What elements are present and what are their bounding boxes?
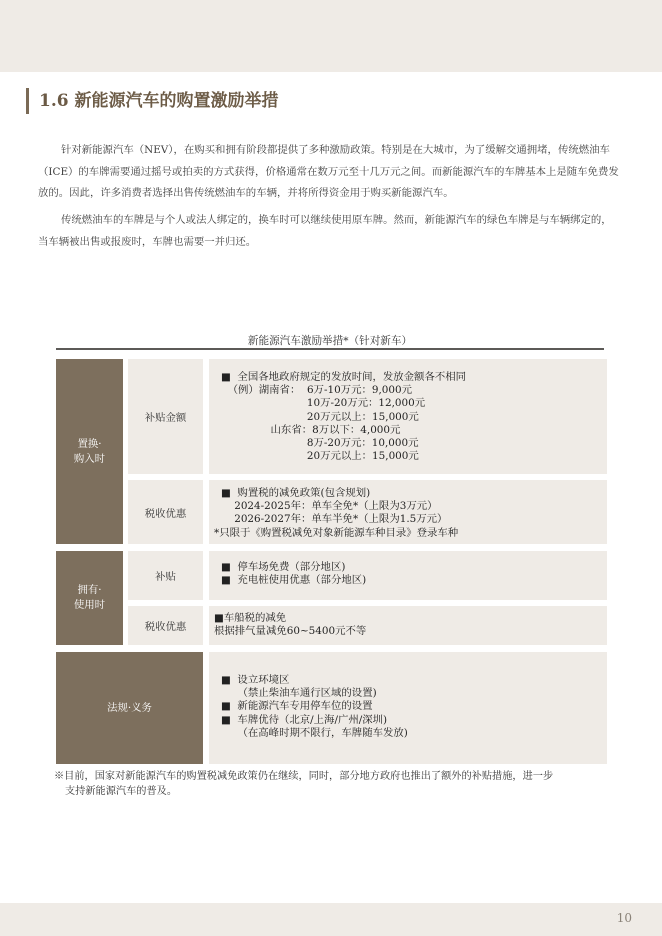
content-line: ■ 新能源汽车专用停车位的设置 — [221, 700, 373, 713]
category-regulation: 法规·义务 — [56, 652, 203, 764]
content-line: 8万-20万元：10,000元 — [221, 437, 419, 450]
content-line: ■ 购置税的减免政策(包含规划) — [221, 487, 371, 499]
content-subsidy — [209, 551, 607, 600]
header-band — [0, 0, 662, 72]
content-line: 2024-2025年：单车全免*（上限为3万元） — [221, 500, 438, 513]
content-line: 10万-20万元：12,000元 — [221, 397, 426, 410]
content-line: 山东省：8万以下：4,000元 — [221, 423, 401, 436]
content-regulation — [209, 652, 607, 764]
content-line: ■车船税的减免 — [214, 612, 287, 624]
paragraph-1-text: 针对新能源汽车（NEV），在购买和拥有阶段都提供了多种激励政策。特别是在大城市，为了缓解交通拥堵，传统燃油车（ICE）的车牌需要通过摇号或拍卖的方式获得，价格通常在数万元至十几万元之间。而新能源汽车的车牌基本上是随车免费发放的。因此，许多消费者选择出售传统燃油车的车辆，并将所得资金用于购买新能源汽车。 — [38, 144, 619, 199]
category-purchase-line1: 置换· — [77, 437, 102, 450]
category-ownership — [56, 551, 123, 645]
content-line: （在高峰时期不限行，车牌随车发放) — [221, 726, 408, 739]
paragraph-2-text: 传统燃油车的车牌是与个人或法人绑定的，换车时可以继续使用原车牌。然而，新能源汽车的绿色车牌是与车辆绑定的，当车辆被出售或报废时，车牌也需要一并归还。 — [38, 214, 612, 248]
category-ownership-line2: 使用时 — [73, 599, 106, 611]
label-subsidy-amount: 补贴金额 — [128, 359, 203, 474]
content-line: ■ 停车场免费（部分地区) — [221, 561, 346, 573]
content-line: 20万元以上：15,000元 — [221, 450, 419, 463]
content-subsidy-amount — [209, 359, 607, 474]
category-purchase — [56, 359, 123, 544]
footnote-line2: 支持新能源汽车的普及。 — [65, 785, 178, 797]
section-title: 1.6 新能源汽车的购置激励举措 — [26, 88, 279, 114]
table-footnote — [54, 770, 614, 799]
content-line: ■ 设立环境区 — [221, 674, 290, 686]
content-line: （例）湖南省： 6万-10万元：9,000元 — [221, 384, 412, 397]
page-number: 10 — [616, 911, 632, 925]
content-tax-ownership — [209, 606, 607, 645]
content-line: 根据排气量减免60~5400元不等 — [214, 625, 367, 638]
label-tax-ownership: 税收优惠 — [128, 606, 203, 645]
content-line: 20万元以上：15,000元 — [221, 410, 419, 423]
paragraph-1 — [38, 140, 622, 205]
content-tax-purchase — [209, 480, 607, 544]
content-line: ■ 全国各地政府规定的发放时间，发放金额各不相同 — [221, 371, 467, 383]
content-line: 2026-2027年：单车半免*（上限为1.5万元） — [221, 513, 448, 526]
content-line: ■ 充电桩使用优惠（部分地区) — [221, 574, 367, 587]
category-ownership-line1: 拥有· — [77, 584, 102, 596]
label-tax-purchase: 税收优惠 — [128, 480, 203, 544]
table-title: 新能源汽车激励举措*（针对新车） — [247, 335, 413, 347]
table-top-rule — [56, 348, 604, 350]
footnote-line1: ※目前，国家对新能源汽车的购置税减免政策仍在继续，同时，部分地方政府也推出了额外的补贴措施，进一步 — [54, 771, 554, 782]
footer-band — [0, 903, 662, 936]
content-line: ■ 车牌优待（北京/上海/广州/深圳) — [221, 713, 388, 726]
paragraph-2 — [38, 210, 622, 253]
content-line: （禁止柴油车通行区域的设置) — [221, 687, 377, 700]
label-subsidy: 补贴 — [128, 551, 203, 600]
category-purchase-line2: 购入时 — [73, 452, 106, 465]
content-line: *只限于《购置税减免对象新能源车种目录》登录车种 — [214, 526, 459, 539]
